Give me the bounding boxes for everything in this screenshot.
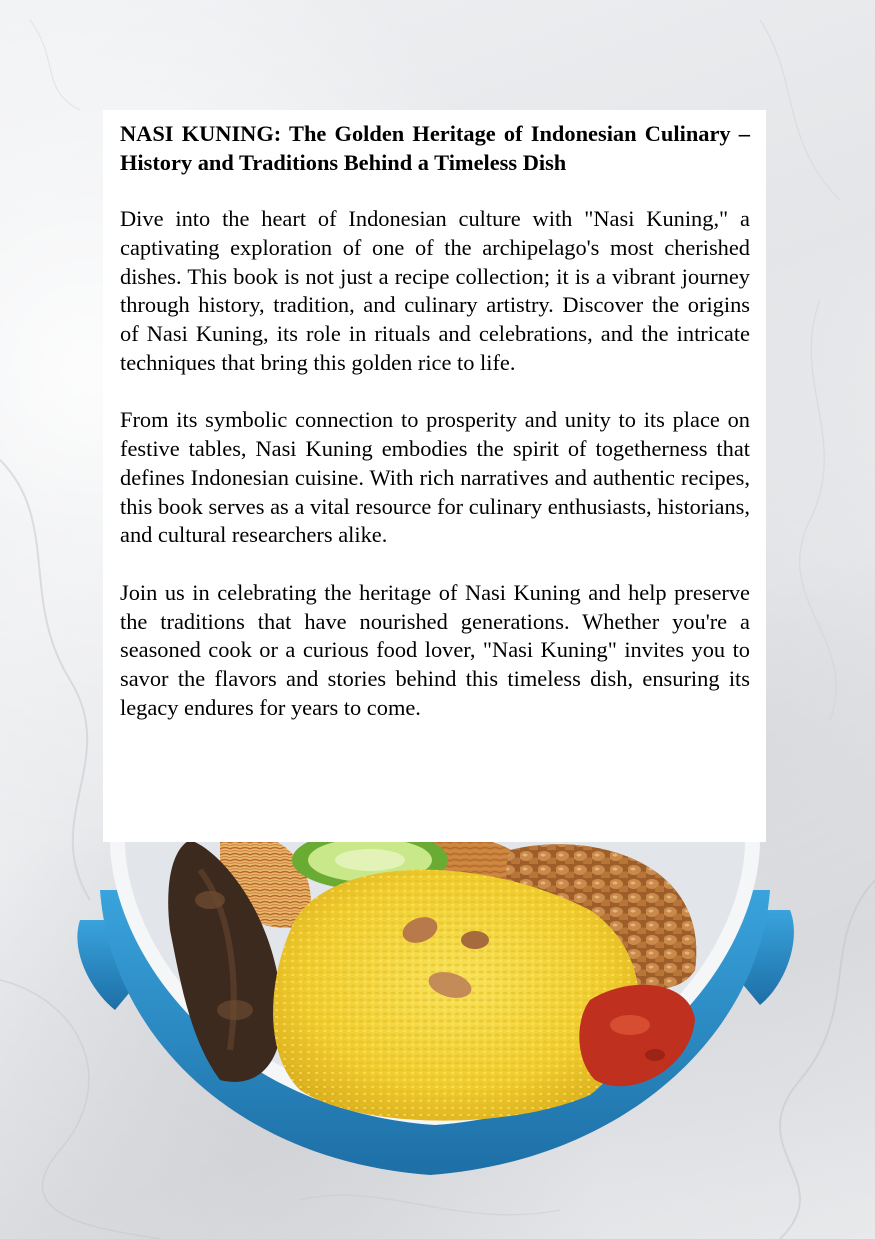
paragraph-invitation: Join us in celebrating the heritage of Nasi Kuning and help preserve the traditions that have nourished generations. Whether you're a seasoned cook or a curious food lover, "Nasi Kuning" invites you to savor the flavors and stories behind this timeless dish, ensuring its legacy endures for years to come. [120, 579, 750, 720]
nasi-kuning-bowl-illustration [70, 780, 800, 1200]
description-panel [103, 110, 766, 842]
book-title: NASI KUNING: The Golden Heritage of Indonesian Culinary – History and Traditions Behind a Timeless Dish [120, 121, 750, 175]
paragraph-intro: Dive into the heart of Indonesian culture with "Nasi Kuning," a captivating exploration of one of the archipelago's most cherished dishes. This book is not just a recipe collection; it is a vibrant journey through history, tradition, and culinary artistry. Discover the origins of Nasi Kuning, its role in rituals and celebrations, and the intricate techniques that bring this golden rice to life. [120, 206, 750, 375]
paragraph-symbolism: From its symbolic connection to prosperity and unity to its place on festive tables, Nasi Kuning embodies the spirit of togetherness that defines Indonesian cuisine. With rich narratives and authentic recipes, this book serves as a vital resource for culinary enthusiasts, historians, and cultural researchers alike. [120, 407, 750, 548]
